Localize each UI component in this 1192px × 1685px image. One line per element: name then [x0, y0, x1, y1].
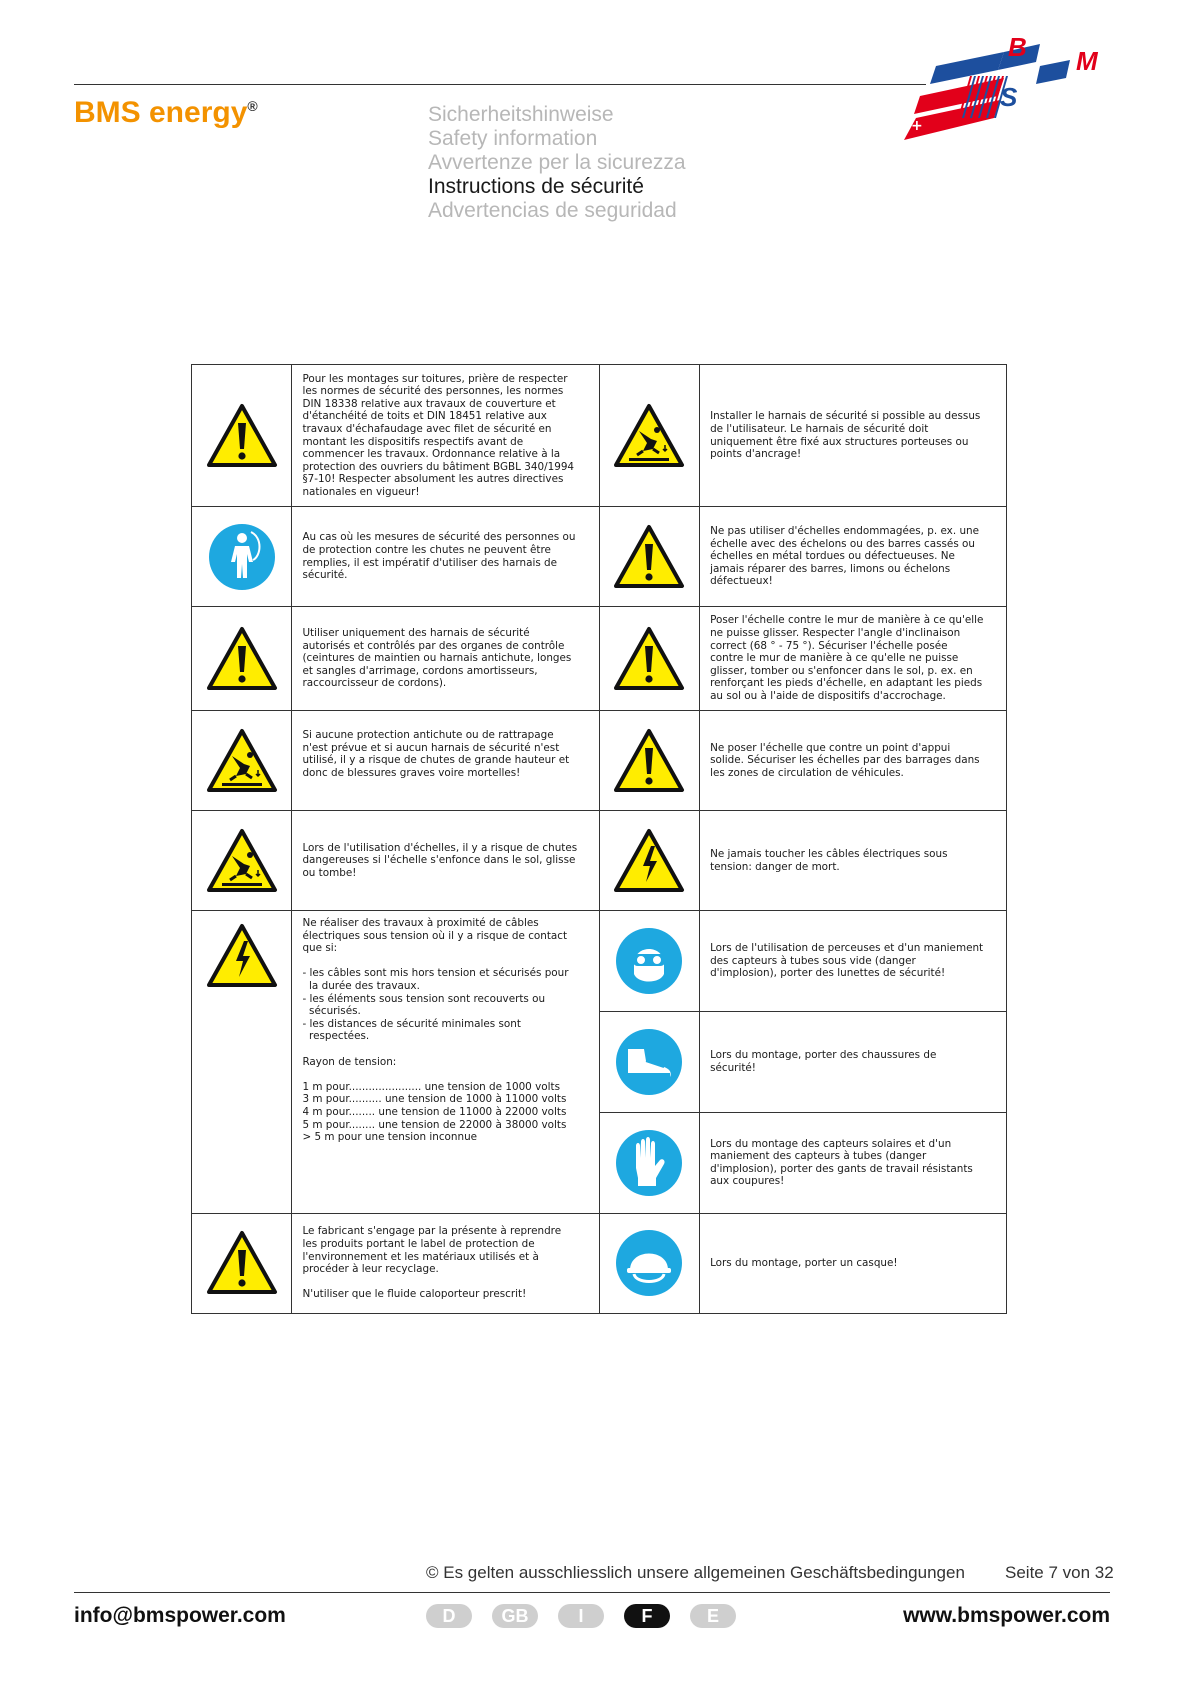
warning-icon: [192, 403, 291, 469]
text-line: sécurité!: [710, 1061, 756, 1074]
safety-shoes-icon: [600, 1027, 699, 1097]
text-line: aux coupures!: [710, 1175, 785, 1188]
text-line: les produits portant le label de protection de: [302, 1237, 535, 1250]
text-line: travaux d'échafaudage avec filet de sécurité en: [302, 422, 552, 435]
text-line: autorisés et contrôlés par des organes de contrôle: [302, 639, 565, 652]
text-line: correct (68 ° - 75 °). Sécuriser l'échelle posée: [710, 639, 948, 652]
brand-name: BMS energy: [74, 96, 248, 129]
icon-cell: [192, 1213, 292, 1313]
text-line: 1 m pour...................... une tension de 1000 volts: [302, 1080, 560, 1093]
icon-cell: [192, 507, 292, 607]
text-line: les zones de circulation de véhicules.: [710, 766, 904, 779]
text-line: 3 m pour.......... une tension de 1000 à 11000 volts: [302, 1093, 567, 1106]
text-line: électriques sous tension où il y a risque de contact: [302, 929, 568, 942]
text-line: Lors du montage, porter un casque!: [710, 1256, 898, 1269]
icon-cell: [599, 1112, 699, 1213]
svg-text:S: S: [1000, 82, 1018, 112]
text-line: sécurité.: [302, 569, 348, 582]
text-line: sécurisés.: [302, 1005, 361, 1018]
text-line: - les câbles sont mis hors tension et sécurisés pour: [302, 967, 569, 980]
text-line: [302, 1181, 588, 1194]
text-line: échelle avec des échelons ou des barres cassés ou: [710, 537, 975, 550]
language-e-button[interactable]: E: [690, 1604, 736, 1628]
text-line: échelles en métal tordues ou défectueuses. Ne: [710, 550, 955, 563]
instruction-text: [292, 1213, 599, 1313]
instruction-text: [700, 507, 1007, 607]
text-line: > 5 m pour une tension inconnue: [302, 1131, 478, 1144]
electric-hazard-icon: [600, 828, 699, 894]
icon-cell: [599, 1213, 699, 1313]
table-row: [192, 607, 1007, 711]
text-line: ne puisse glisser. Respecter l'angle d'inclinaison: [710, 627, 961, 640]
instruction-text: [700, 365, 1007, 507]
instruction-text: [700, 911, 1007, 1012]
text-line: l'environnement et les matériaux utilisés et à: [302, 1250, 539, 1263]
icon-cell: [192, 811, 292, 911]
svg-text:B: B: [1008, 36, 1027, 62]
warning-icon: [192, 626, 291, 692]
text-line: [302, 1194, 588, 1207]
text-line: points d'ancrage!: [710, 448, 802, 461]
fall-hazard-icon: [192, 728, 291, 794]
warning-icon: [600, 524, 699, 590]
text-line: utilisé, il y a risque de chutes de grande hauteur et: [302, 754, 570, 767]
instruction-text: [700, 711, 1007, 811]
text-line: remplies, il est impératif d'utiliser des harnais de: [302, 556, 558, 569]
text-line: [302, 779, 588, 792]
terms-notice: © Es gelten ausschliesslich unsere allgemeinen Geschäftsbedingungen: [426, 1563, 965, 1582]
language-gb-button[interactable]: GB: [492, 1604, 538, 1628]
text-line: de protection contre les chutes ne peuvent être: [302, 543, 551, 556]
text-line: solide. Sécuriser les échelles par des barrages dans: [710, 754, 980, 767]
text-line: montant les dispositifs respectifs avant de: [302, 435, 524, 448]
electric-hazard-icon: [192, 923, 291, 989]
document-title: Avvertenze per la sicurezza: [428, 151, 686, 174]
text-line: maniement des capteurs à tubes (danger: [710, 1150, 927, 1163]
text-line: §7-10! Respecter absolument les autres directives: [302, 473, 564, 486]
safety-goggles-icon: [600, 926, 699, 996]
instruction-text: [700, 1213, 1007, 1313]
text-line: Ne réaliser des travaux à proximité de câbles: [302, 917, 539, 929]
table-row: [192, 911, 1007, 1012]
text-line: au sol ou à l'aide de dispositifs d'accrochage.: [710, 689, 946, 702]
instruction-text: [292, 507, 599, 607]
text-line: Le fabricant s'engage par la présente à reprendre: [302, 1225, 562, 1238]
text-line: - les distances de sécurité minimales sont: [302, 1017, 521, 1030]
language-d-button[interactable]: D: [426, 1604, 472, 1628]
header-rule: [74, 84, 926, 85]
text-line: protection des ouvriers du bâtiment BGBL 340/1994: [302, 460, 575, 473]
instruction-text: [700, 1011, 1007, 1112]
instruction-text: [700, 1112, 1007, 1213]
fall-hazard-icon: [192, 828, 291, 894]
svg-text:M: M: [1076, 46, 1098, 76]
warning-icon: [600, 728, 699, 794]
language-f-button[interactable]: F: [624, 1604, 670, 1628]
text-line: [302, 955, 588, 968]
text-line: Ne pas utiliser d'échelles endommagées, p. ex. une: [710, 525, 980, 538]
text-line: que si:: [302, 942, 338, 955]
icon-cell: [599, 1011, 699, 1112]
icon-cell: [599, 607, 699, 711]
text-line: raccourcisseur de cordons).: [302, 677, 447, 690]
table-row: [192, 711, 1007, 811]
text-line: [302, 1156, 588, 1169]
text-line: dangereuses si l'échelle s'enfonce dans le sol, glisse: [302, 854, 576, 867]
instruction-text: [292, 711, 599, 811]
language-i-button[interactable]: I: [558, 1604, 604, 1628]
text-line: Ne jamais toucher les câbles électriques sous: [710, 847, 948, 860]
text-line: de l'utilisateur. Le harnais de sécurité doit: [710, 422, 929, 435]
text-line: ou tombe!: [302, 866, 357, 879]
harness-icon: [192, 522, 291, 592]
instruction-text: [292, 365, 599, 507]
footer-rule: [74, 1592, 1110, 1593]
text-line: [302, 1068, 588, 1081]
text-line: 4 m pour........ une tension de 11000 à 22000 volts: [302, 1105, 567, 1118]
icon-cell: [599, 365, 699, 507]
document-titles: [428, 103, 686, 223]
text-line: Lors de l'utilisation d'échelles, il y a risque de chutes: [302, 841, 578, 854]
instruction-text: [292, 811, 599, 911]
icon-cell: [192, 911, 292, 1214]
text-line: Lors de l'utilisation de perceuses et d'un maniement: [710, 942, 984, 955]
brand-logo: [74, 96, 258, 130]
text-line: Si aucune protection antichute ou de rattrapage: [302, 729, 554, 742]
text-line: [302, 1169, 588, 1182]
document-title: Sicherheitshinweise: [428, 103, 614, 126]
bms-logo: [900, 36, 1108, 142]
text-line: (ceintures de maintien ou harnais antichute, longes: [302, 652, 572, 665]
text-line: 5 m pour........ une tension de 22000 à 38000 volts: [302, 1118, 567, 1131]
text-line: la durée des travaux.: [302, 979, 420, 992]
instruction-text: [292, 607, 599, 711]
table-row: [192, 811, 1007, 911]
text-line: contre le mur de manière à ce qu'elle ne puisse: [710, 652, 959, 665]
instruction-text: [700, 607, 1007, 711]
helmet-icon: [600, 1228, 699, 1298]
warning-icon: [192, 1230, 291, 1296]
text-line: les normes de sécurité des personnes, les normes: [302, 385, 564, 398]
text-line: d'étanchéité de toits et DIN 18451 relative aux: [302, 410, 547, 423]
text-line: Au cas où les mesures de sécurité des personnes ou: [302, 531, 576, 544]
text-line: uniquement être fixé aux structures porteuses ou: [710, 435, 969, 448]
brand-mark: ®: [247, 98, 258, 114]
text-line: [302, 1144, 588, 1157]
icon-cell: [599, 911, 699, 1012]
icon-cell: [599, 507, 699, 607]
text-line: renforçant les pieds d'échelle, en adaptant les pieds: [710, 677, 983, 690]
text-line: donc de blessures graves voire mortelles!: [302, 766, 521, 779]
table-row: [192, 1213, 1007, 1313]
document-title: Advertencias de seguridad: [428, 199, 677, 222]
document-title: Instructions de sécurité: [428, 175, 644, 198]
instruction-text: [700, 811, 1007, 911]
fall-hazard-icon: [600, 403, 699, 469]
text-line: Pour les montages sur toitures, prière de respecter: [302, 372, 568, 385]
warning-icon: [600, 626, 699, 692]
text-line: - les éléments sous tension sont recouverts ou: [302, 992, 546, 1005]
safety-gloves-icon: [600, 1128, 699, 1198]
icon-cell: [192, 365, 292, 507]
text-line: Ne poser l'échelle que contre un point d'appui: [710, 741, 951, 754]
text-line: Poser l'échelle contre le mur de manière à ce qu'elle: [710, 614, 984, 627]
contact-email[interactable]: info@bmspower.com: [74, 1604, 286, 1627]
website-link[interactable]: www.bmspower.com: [903, 1604, 1110, 1627]
text-line: Lors du montage, porter des chaussures de: [710, 1049, 937, 1062]
icon-cell: [192, 711, 292, 811]
text-line: d'implosion), porter des lunettes de sécurité!: [710, 967, 946, 980]
safety-table: [191, 364, 1007, 1314]
table-row: [192, 365, 1007, 507]
text-line: Lors du montage des capteurs solaires et d'un: [710, 1137, 952, 1150]
text-line: jamais réparer des barres, limons ou échelons: [710, 562, 951, 575]
text-line: respectées.: [302, 1030, 370, 1043]
table-row: [192, 507, 1007, 607]
language-switcher: [426, 1604, 736, 1628]
page-number: Seite 7 von 32: [1005, 1563, 1114, 1582]
icon-cell: [599, 811, 699, 911]
text-line: n'est prévue et si aucun harnais de sécurité n'est: [302, 741, 560, 754]
text-line: commencer les travaux. Ordonnance relative à la: [302, 448, 561, 461]
text-line: Rayon de tension:: [302, 1055, 397, 1068]
text-line: tension: danger de mort.: [710, 860, 840, 873]
text-line: [302, 1276, 588, 1289]
document-title: Safety information: [428, 127, 598, 150]
text-line: et sangles d'arrimage, cordons amortisseurs,: [302, 664, 538, 677]
text-line: d'implosion), porter des gants de travail résistants: [710, 1162, 973, 1175]
text-line: procéder à leur recyclage.: [302, 1263, 439, 1276]
text-line: glisser, tomber ou s'enfoncer dans le sol, p. ex. en: [710, 664, 973, 677]
text-line: DIN 18338 relative aux travaux de couverture et: [302, 397, 556, 410]
text-line: N'utiliser que le fluide caloporteur prescrit!: [302, 1288, 527, 1301]
text-line: des capteurs à tubes sous vide (danger: [710, 954, 916, 967]
icon-cell: [599, 711, 699, 811]
text-line: Installer le harnais de sécurité si possible au dessus: [710, 410, 981, 423]
text-line: nationales en vigueur!: [302, 485, 420, 498]
text-line: Utiliser uniquement des harnais de sécurité: [302, 627, 530, 640]
instruction-text: [292, 911, 599, 1214]
svg-text:+: +: [911, 118, 923, 134]
text-line: [302, 1043, 588, 1056]
text-line: défectueux!: [710, 575, 773, 588]
icon-cell: [192, 607, 292, 711]
